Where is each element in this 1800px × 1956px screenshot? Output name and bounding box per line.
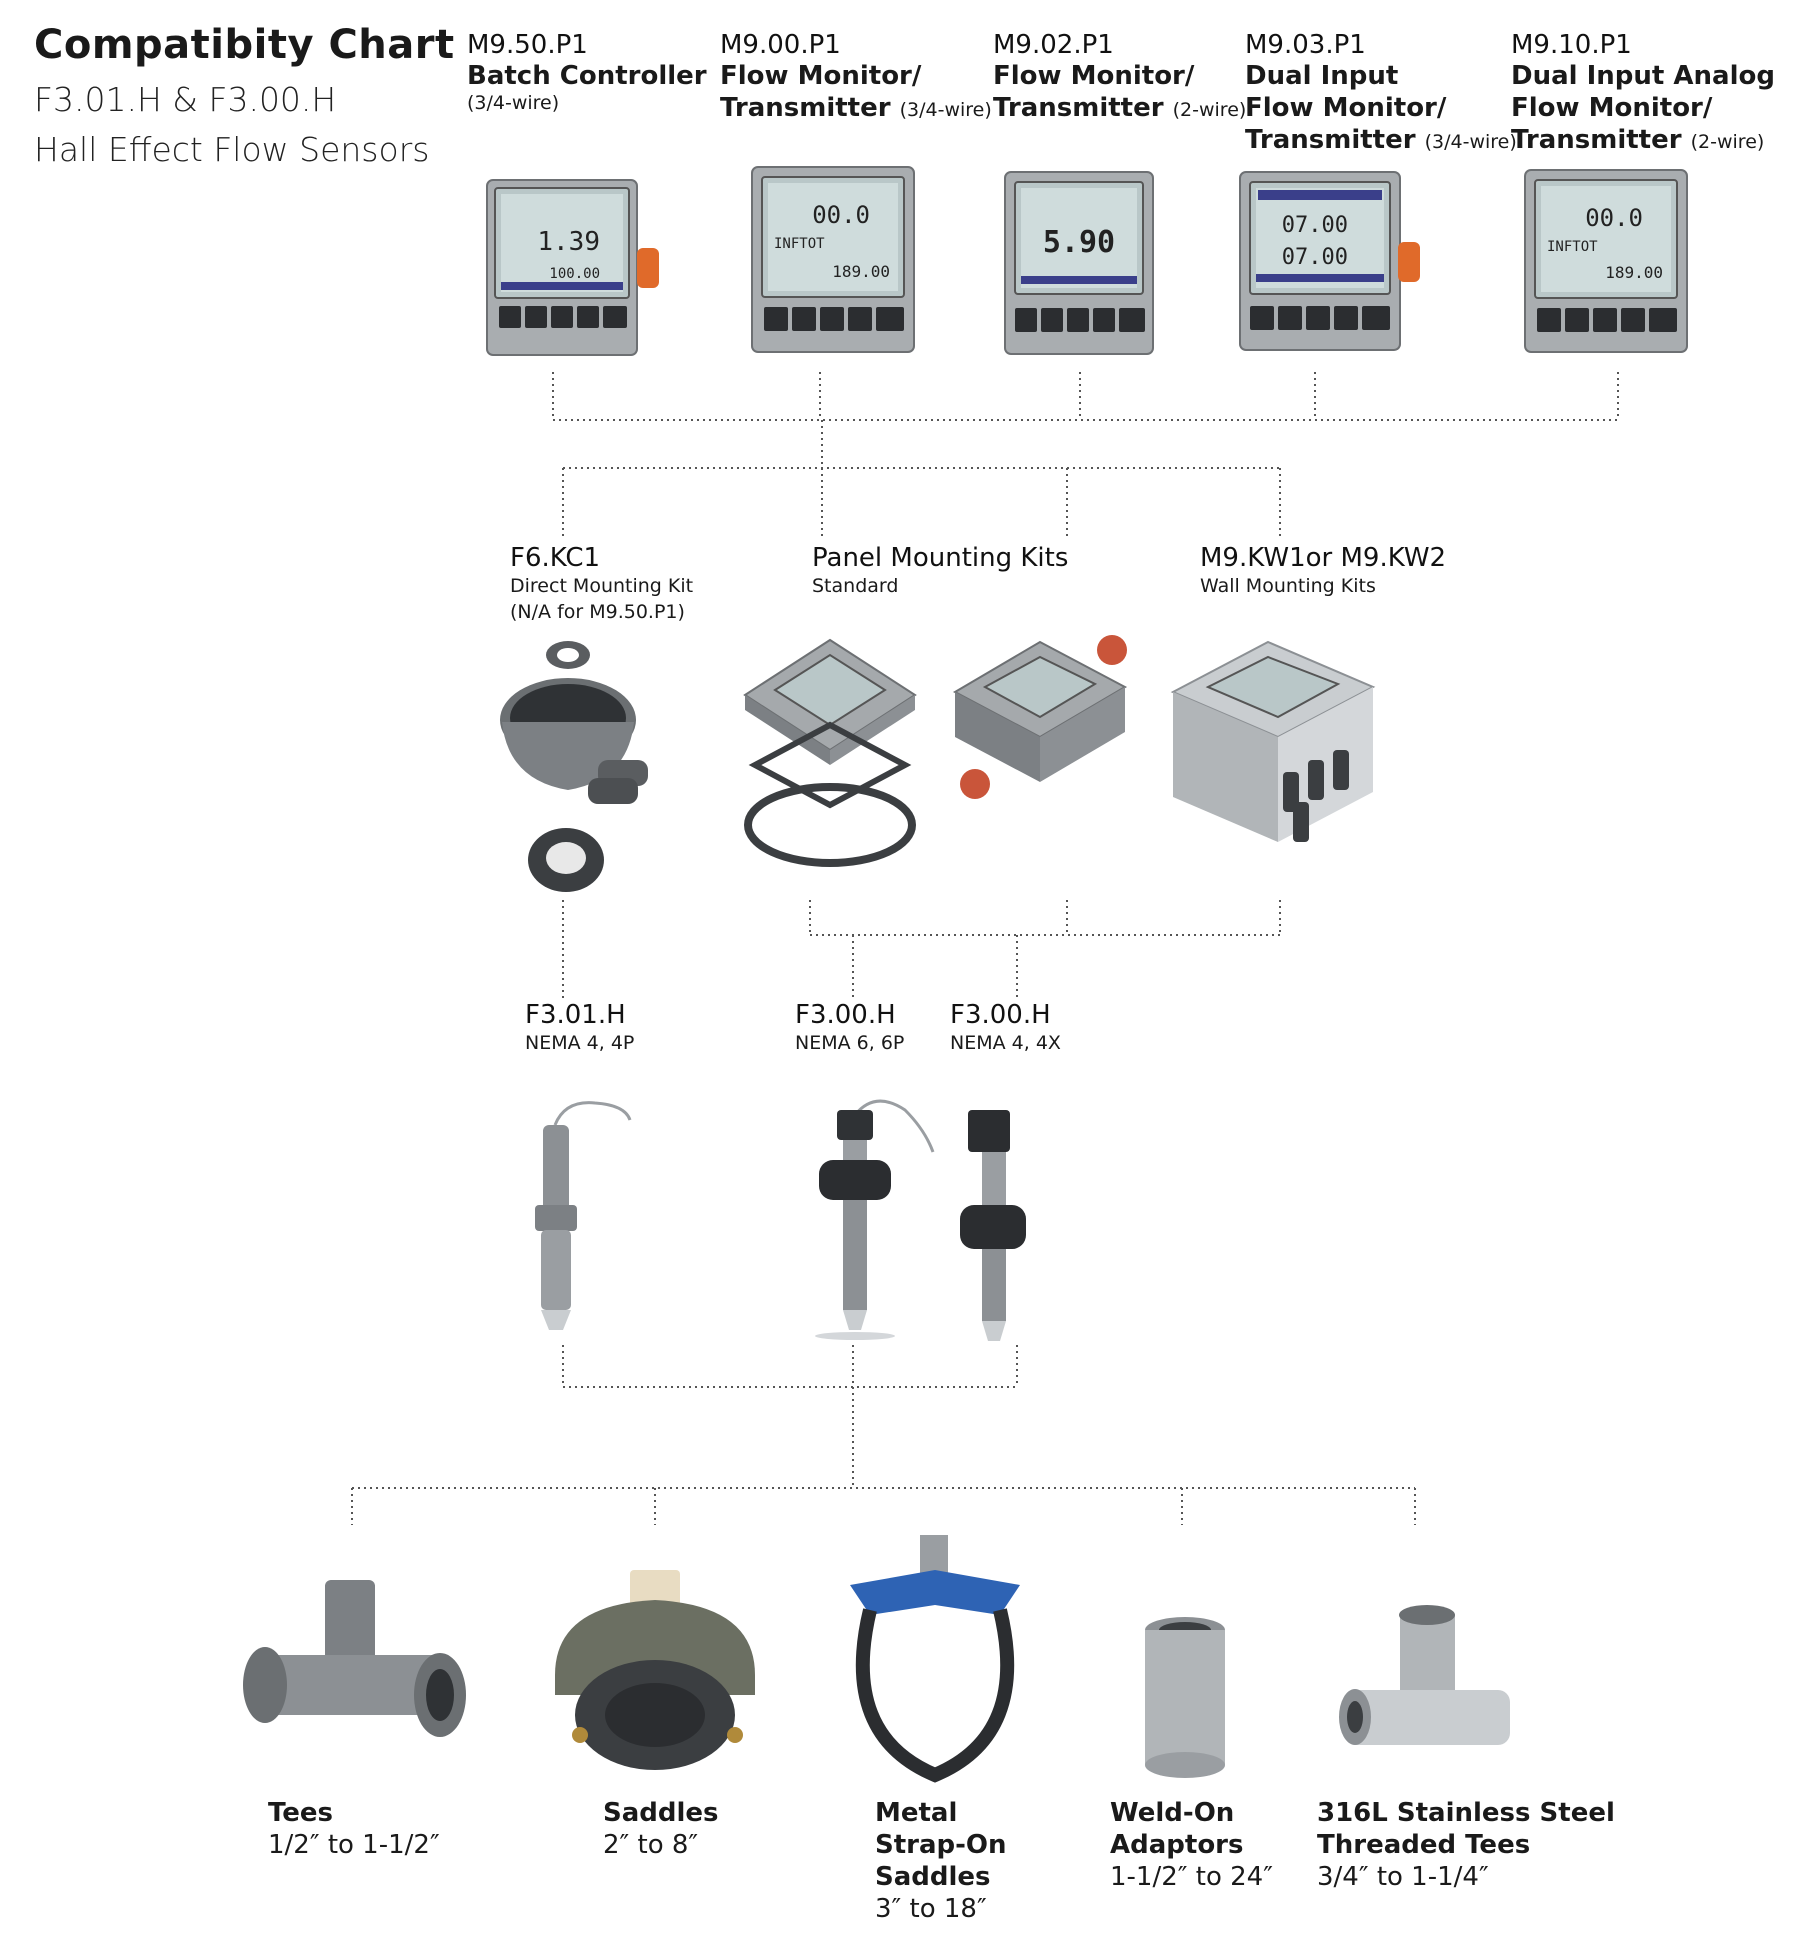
monitor-wire: (3/4-wire) [899,99,992,121]
fitting-range: 1-1/2″ to 24″ [1110,1862,1273,1892]
monitor-code: M9.02.P1 [993,30,1114,60]
dual-input-analog-device [1523,168,1703,356]
chart-title: Compatibity Chart [34,22,455,68]
fitting-label-threaded-tees [1317,1797,1615,1893]
flow-monitor-2wire-device [1003,170,1173,358]
fitting-label-metal-strap-on [875,1797,1007,1925]
kit-description: Standard [812,575,899,597]
panel-mounting-kit-image [735,635,925,870]
kit-code: Panel Mounting Kits [812,543,1069,573]
kit-label-panel [812,543,1068,599]
kit-code: F6.KC1 [510,543,601,573]
monitor-name: Flow Monitor/ [1511,93,1713,123]
monitor-name: Flow Monitor/ [720,61,922,91]
sensor-rating: NEMA 4, 4X [950,1032,1061,1054]
display-value: 00.0 [1585,204,1643,232]
display-value: INFTOT [1547,239,1598,255]
display-value: 1.39 [537,227,600,257]
sensor-f301h-image [525,1095,645,1335]
threaded-tees-image [1335,1605,1520,1780]
display-value: 07.00 [1281,245,1348,270]
tees-image [240,1575,470,1785]
monitor-label-batch-controller [467,30,707,114]
display-value: 5.90 [1042,225,1116,260]
monitor-wire: (2-wire) [1690,131,1765,153]
monitor-code: M9.00.P1 [720,30,841,60]
fitting-range: 3/4″ to 1-1/4″ [1317,1862,1489,1892]
fitting-label-weld-on [1110,1797,1273,1893]
weld-on-adaptors-image [1135,1615,1235,1780]
panel-mounting-kit-housing-image [950,632,1145,812]
sensor-code: F3.00.H [795,1000,896,1030]
display-value: 00.0 [812,201,870,229]
fitting-title: Saddles [603,1798,719,1828]
kit-label-direct [510,543,693,625]
fitting-label-saddles [603,1797,719,1861]
sensor-code: F3.01.H [525,1000,626,1030]
kit-description: Wall Mounting Kits [1200,575,1376,597]
monitor-name: Batch Controller [467,61,707,91]
sensor-label-f300h-4x [950,1000,1061,1056]
display-value: INFTOT [774,236,825,252]
saddles-image [545,1565,770,1780]
monitor-label-flow-monitor-34 [720,30,992,126]
fitting-title: Strap-On [875,1830,1007,1860]
monitor-name: Transmitter [1511,125,1682,155]
monitor-code: M9.50.P1 [467,30,588,60]
fitting-title: Saddles [875,1862,991,1892]
monitor-code: M9.10.P1 [1511,30,1632,60]
fitting-title: Threaded Tees [1317,1830,1531,1860]
display-value: 07.00 [1281,213,1348,238]
fitting-range: 1/2″ to 1-1/2″ [268,1830,440,1860]
monitor-name: Transmitter [1245,125,1416,155]
monitor-label-dual-input-analog [1511,30,1775,158]
chart-subtitle-models: F3.01.H & F3.00.H [34,80,337,119]
fitting-title: Metal [875,1798,958,1828]
kit-label-wall [1200,543,1446,599]
monitor-label-flow-monitor-2 [993,30,1246,126]
sensor-code: F3.00.H [950,1000,1051,1030]
fitting-title: Weld-On [1110,1798,1235,1828]
monitor-wire: (3/4-wire) [467,92,560,114]
monitor-name: Dual Input [1245,61,1399,91]
monitor-label-dual-input [1245,30,1517,158]
sensor-rating: NEMA 6, 6P [795,1032,905,1054]
dual-input-device [1238,170,1423,355]
monitor-name: Flow Monitor/ [1245,93,1447,123]
sensor-label-f301h [525,1000,634,1056]
monitor-code: M9.03.P1 [1245,30,1366,60]
fitting-title: Tees [268,1798,334,1828]
flow-monitor-device [750,165,925,355]
metal-strap-on-saddles-image [840,1535,1030,1785]
fitting-title: 316L Stainless Steel [1317,1798,1615,1828]
direct-mounting-kit-image [498,640,668,900]
monitor-name: Flow Monitor/ [993,61,1195,91]
wall-mounting-kit-image [1168,632,1380,857]
monitor-wire: (3/4-wire) [1424,131,1517,153]
sensor-label-f300h-6p [795,1000,904,1056]
monitor-name: Dual Input Analog [1511,61,1775,91]
sensor-f300h-6p-image [805,1090,945,1340]
fitting-range: 3″ to 18″ [875,1894,987,1924]
kit-note: (N/A for M9.50.P1) [510,601,685,623]
kit-description: Direct Mounting Kit [510,575,694,597]
monitor-wire: (2-wire) [1172,99,1247,121]
sensor-f300h-4x-image [950,1105,1060,1345]
sensor-rating: NEMA 4, 4P [525,1032,635,1054]
monitor-name: Transmitter [993,93,1164,123]
kit-code: M9.KW1or M9.KW2 [1200,543,1447,573]
fitting-label-tees [268,1797,440,1861]
fitting-range: 2″ to 8″ [603,1830,699,1860]
fitting-title: Adaptors [1110,1830,1244,1860]
display-value: 189.00 [832,262,890,281]
batch-controller-device [485,178,665,360]
display-value: 100.00 [549,266,600,282]
monitor-name: Transmitter [720,93,891,123]
display-value: 189.00 [1605,263,1663,282]
chart-subtitle-type: Hall Effect Flow Sensors [34,130,430,169]
